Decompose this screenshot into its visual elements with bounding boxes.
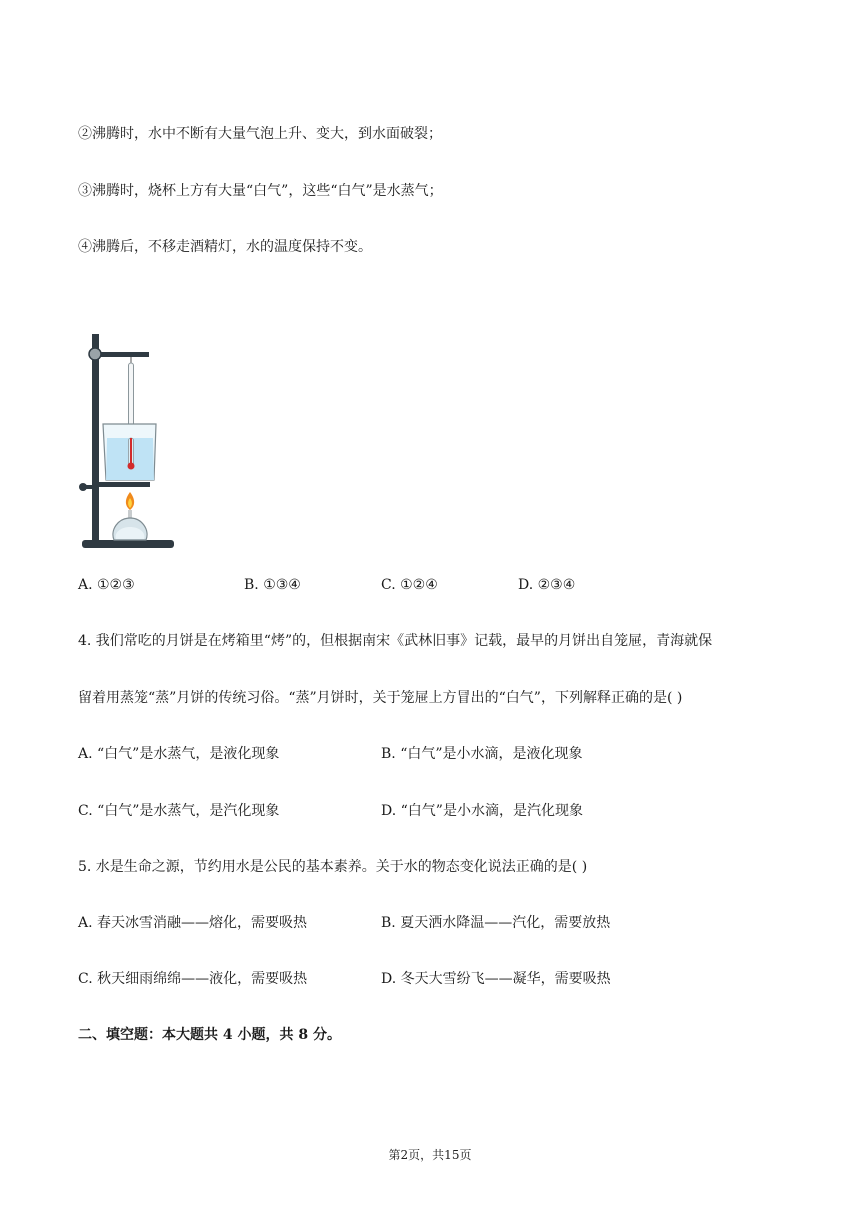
q3-option-d: D. ②③④ [518,577,576,593]
q5-stem: 5. 水是生命之源，节约用水是公民的基本素养。关于水的物态变化说法正确的是( ) [78,859,588,875]
q4-stem-line1: 4. 我们常吃的月饼是在烤箱里“烤”的，但根据南宋《武林旧事》记载，最早的月饼出自笼屉，青海就保 [78,633,713,649]
statement-4: ④沸腾后，不移走酒精灯，水的温度保持不变。 [78,239,372,255]
q5-option-a: A. 春天冰雪消融——熔化，需要吸热 [78,915,308,931]
page-footer: 第2页，共15页 [388,1148,472,1162]
q4-stem-line2: 留着用蒸笼“蒸”月饼的传统习俗。“蒸”月饼时，关于笼屉上方冒出的“白气”，下列解释正确的是( ) [78,690,683,706]
q5-option-c: C. 秋天细雨绵绵——液化，需要吸热 [78,971,308,987]
wire-gauze [92,482,150,487]
statement-3: ③沸腾时，烧杯上方有大量“白气”，这些“白气”是水蒸气； [78,183,443,199]
q4-option-a: A. “白气”是水蒸气，是液化现象 [78,746,280,762]
q5-option-b: B. 夏天洒水降温——汽化，需要放热 [381,915,611,931]
q3-option-b: B. ①③④ [244,577,301,593]
clamp-knob [89,348,101,360]
q4-option-b: B. “白气”是小水滴，是液化现象 [381,746,583,762]
q3-option-a: A. ①②③ [78,577,135,593]
q4-option-c: C. “白气”是水蒸气，是汽化现象 [78,803,280,819]
q3-option-c: C. ①②④ [381,577,438,593]
q4-option-d: D. “白气”是小水滴，是汽化现象 [381,803,583,819]
statement-2: ②沸腾时，水中不断有大量气泡上升、变大，到水面破裂； [78,126,442,142]
section-2-heading: 二、填空题：本大题共 4 小题，共 8 分。 [78,1027,341,1043]
stand-rod [92,334,99,544]
q5-option-d: D. 冬天大雪纷飞——凝华，需要吸热 [381,971,611,987]
boiling-water-apparatus-illustration [78,330,178,555]
